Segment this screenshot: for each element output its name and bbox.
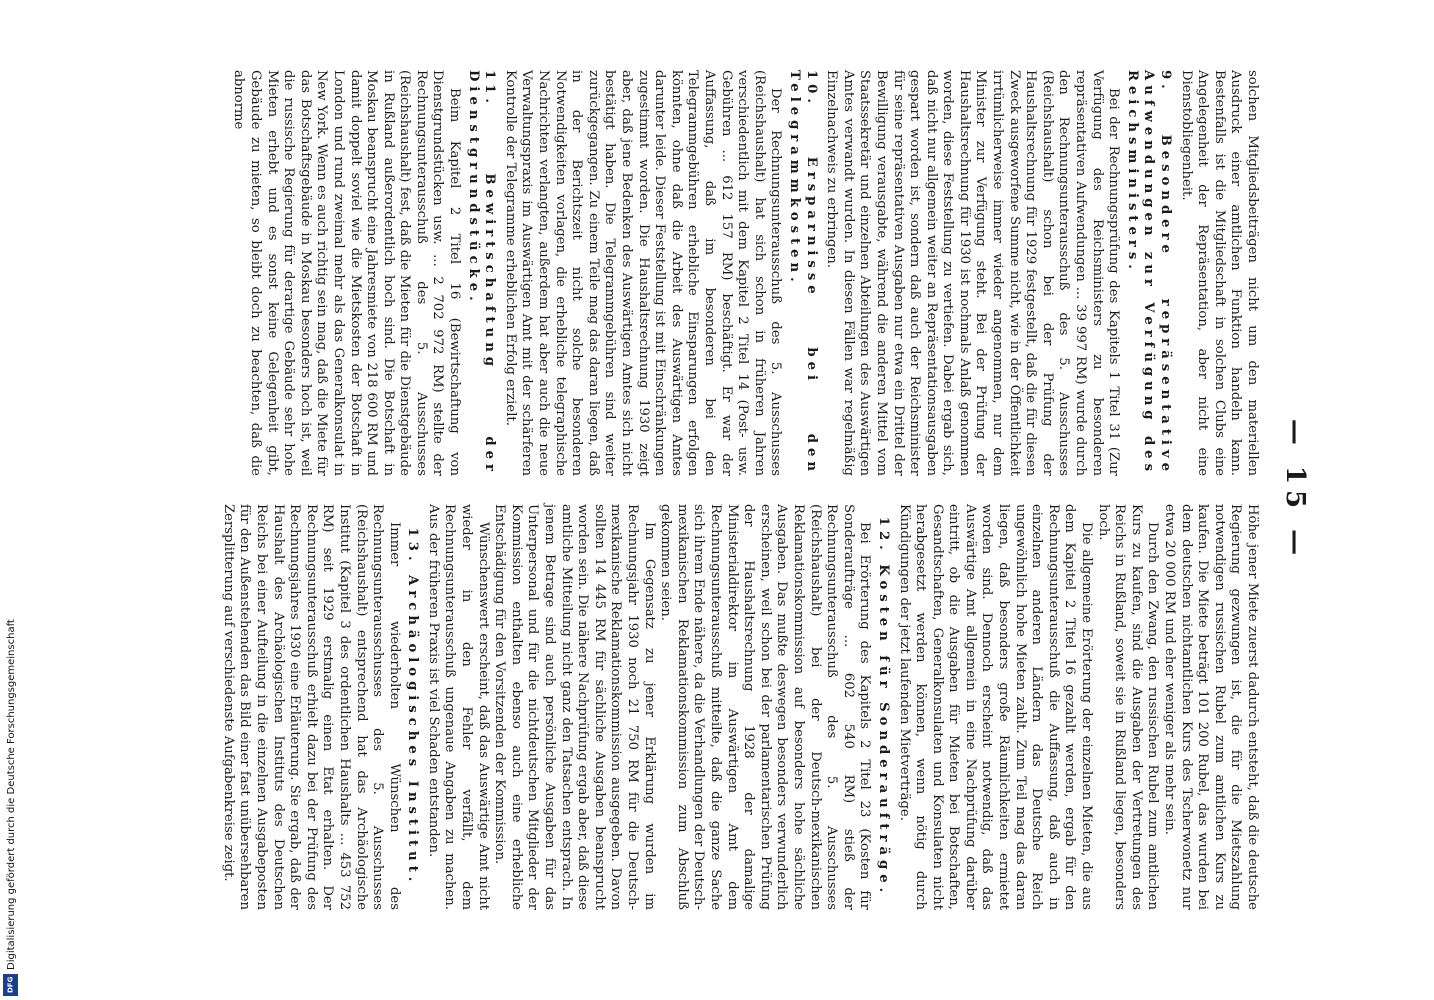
dfg-logo: DFG	[3, 974, 18, 996]
paragraph: Die allgemeine Erörterung der einzelnen Mieten, die aus dem Kapitel 2 Titel 16 gezahlt werden, ergab für den Rechnungsunterausschuß die Auffassung, daß auch in einzelnen anderen Ländern das Deutsche Reich ungewöhnlich hohe Mieten zahlt. Zum Teil mag das daran liegen, daß besonders große Räumlichkeiten ermietet worden sind. Dennoch erscheint notwendig, daß das Auswärtige Amt allgemein in eine Nachprüfung darüber eintritt, ob die Ausgaben für Mieten bei Botschaften, Gesandtschaften, Generalkonsulaten und Konsulaten nicht herabgesetzt werden können, wenn nötig durch Kündigungen der jetzt laufenden Mietverträge.	[896, 504, 1095, 910]
digitization-imprint	[0, 0, 22, 1000]
section-heading: 13. Archäologisches Institut.	[405, 527, 421, 887]
paragraph: Bei der Rechnungsprüfung des Kapitels 1 Titel 31 (Zur Verfügung des Reichsministers zu besonderen repräsentativen Aufwendungen ... 39 997 RM) wurde durch den Rechnungsunterausschuß des 5. Ausschusses (Reichshaushalt) schon bei der Prüfung der Haushaltsrechnung für 1929 festgestellt, daß die für diesen Zweck ausgeworfene Summe nicht, wie in der Öffentlichkeit irrtümlicherweise immer wieder angenommen, nur dem Minister zur Verfügung steht. Bei der Prüfung der Haushaltsrechnung für 1930 ist nochmals Anlaß genommen worden, diese Feststellung zu vertiefen. Dabei ergab sich, daß nicht nur allgemein weiter an Repräsentationsausgaben gespart worden ist, sondern daß auch der Reichsminister für seine repräsentativen Ausgaben nur etwa ein Drittel der Bewilligung verausgabte, während die anderen Mittel vom Staatssekretär und einzelnen Abteilungen des Auswärtigen Amtes verwandt wurden. In diesen Fällen war regelmäßig Einzelnachweis zu erbringen.	[824, 70, 1122, 476]
paragraph: Der Rechnungsunterausschuß des 5. Ausschusses (Reichshaushalt) hat sich schon in früheren Jahren verschiedentlich mit dem Kapitel 2 Titel 14 (Post- usw. Gebühren ... 612 157 RM) beschäftigt. Er war der Auffassung, daß im besonderen bei den Telegrammgebühren erhebliche Einsparungen erfolgen könnten, ohne daß die Arbeit des Auswärtigen Amtes darunter leide. Dieser Feststellung ist mit Einschränkungen zugestimmt worden. Die Haushaltsrechnung 1930 zeigt aber, daß jene Bedenken des Auswärtigen Amtes sich nicht bestätigt haben. Die Telegrammgebühren sind weiter zurückgegangen. Zu einem Teile mag das daran liegen, daß in der Berichtszeit nicht solche besonderen Notwendigkeiten vorlagen, die erhebliche telegraphische Nachrichten verlangten, außerdem hat aber auch die neue Verwaltungspraxis im Auswärtigen Amt mit der schärferen Kontrolle der Telegramme erheblichen Erfolg erzielt.	[502, 70, 784, 476]
section-heading: 9. Besondere repräsentative Aufwendungen zur Verfügung des Reichsministers.	[1124, 70, 1174, 476]
paragraph: Wünschenswert erscheint, daß das Auswärtige Amt nicht wieder in den Fehler verfällt, dem Rechnungsunterausschuß ungenaue Angaben zu machen. Aus der früheren Praxis ist viel Schaden entstanden.	[425, 504, 491, 910]
funding-notice: Digitalisierung gefördert durch die Deutsche Forschungsgemeinschaft	[6, 619, 17, 970]
paragraph: Bei Erörterung des Kapitels 2 Titel 23 (Kosten für Sonderaufträge ... 602 540 RM) stieß der Rechnungsunterausschuß des 5. Ausschusses (Reichshaushalt) bei der Deutsch-mexikanischen Reklamationskommission auf besonders hohe sächliche Ausgaben. Das mußte deswegen besonders verwunderlich erscheinen, weil schon bei der parlamentarischen Prüfung der Haushaltsrechnung 1928 der damalige Ministerialdirektor im Auswärtigen Amt dem Rechnungsunterausschuß mitteilte, daß die ganze Sache sich ihrem Ende nähere, da die Verhandlungen der Deutsch-mexikanischen Reklamationskommission zum Abschluß gekommen seien.	[658, 504, 873, 910]
right-column	[220, 504, 1260, 910]
paragraph: solchen Mitgliedsbeiträgen nicht um den materiellen Ausdruck einer amtlichen Funktion handeln kann. Bestenfalls ist die Mitgliedschaft in solchen Clubs eine Angelegenheit der Repräsentation, aber nicht eine Dienstobliegenheit.	[1178, 70, 1260, 476]
section-heading: 11. Bewirtschaftung der Dienstgrundstücke.	[465, 70, 498, 476]
rotated-page-content	[140, 70, 1310, 910]
paragraph: Durch den Zwang, den russischen Rubel zum amtlichen Kurs zu kaufen, sind die Ausgaben der Vertretungen des Reichs in Rußland, soweit sie in Rußland liegen, besonders hoch.	[1095, 504, 1161, 910]
text-columns	[220, 70, 1260, 910]
paragraph: Immer wiederholten Wünschen des Rechnungsunterausschusses des 5. Ausschusses (Reichshaushalt) entsprechend hat das Archäologische Institut (Kapitel 3 des ordentlichen Haushalts ... 453 752 RM) seit 1929 erstmalig einen Etat erhalten. Der Rechnungsunterausschuß erhielt dazu bei der Prüfung des Rechnungsjahres 1930 eine Erläuterung. Sie ergab, daß der Haushalt des Archäologischen Instituts des Deutschen Reichs bei einer Aufteilung in die einzelnen Ausgabeposten für den Außenstehenden das Bild einer fast unübersehbaren Zersplitterung auf verschiedenste Aufgabenkreise zeigt.	[220, 504, 402, 910]
section-heading: 10. Ersparnisse bei den Telegrammkosten.	[786, 70, 819, 476]
left-column	[231, 70, 1260, 476]
paragraph: Im Gegensatz zu jener Erklärung wurden im Rechnungsjahr 1930 noch 21 750 RM für die Deutsch-mexikanische Reklamationskommission ausgegeben. Davon sollten 14 445 RM für sächliche Ausgaben beansprucht worden sein. Die nähere Nachprüfung ergab aber, daß diese amtliche Mitteilung nicht ganz den Tatsachen entsprach. In jenem Betrage sind auch persönliche Ausgaben für das Unterpersonal und für die nichtdeutschen Mitglieder der Kommission enthalten ebenso auch eine erhebliche Entschädigung für den Vorsitzenden der Kommission.	[492, 504, 657, 910]
paragraph: Höhe jener Miete zuerst dadurch entsteht, daß die deutsche Regierung gezwungen ist, die für die Mietszahlung notwendigen russischen Rubel zum amtlichen Kurs zu kaufen. Die Miete beträgt 101 200 Rubel, das wurden bei dem deutschen nichtamtlichen Kurs des Tscherwonetz nur etwa 20 000 RM und eher weniger als mehr sein.	[1162, 504, 1260, 910]
paragraph: Beim Kapitel 2 Titel 16 (Bewirtschaftung von Dienstgrundstücken usw. ... 2 702 972 RM) stellte der Rechnungsunterausschuß des 5. Ausschusses (Reichshaushalt) fest, daß die Mieten für die Dienstgebäude in Rußland außerordentlich hoch sind. Die Botschaft in Moskau beansprucht eine Jahresmiete von 218 600 RM und damit doppelt soviel wie die Mietskosten der Botschaft in London und rund zweimal mehr als das Generalkonsulat in New York. Wenn es auch richtig sein mag, daß die Miete für das Botschaftsgebäude in Moskau besonders hoch ist, weil die russische Regierung für derartige Gebäude sehr hohe Mieten erhebt und es sonst keine Gelegenheit gibt, Gebäude zu mieten, so bleibt doch zu beachten, daß die abnorme	[231, 70, 463, 476]
page-number: — 15 —	[1280, 418, 1310, 562]
section-heading: 12. Kosten für Sonderaufträge.	[875, 516, 891, 898]
